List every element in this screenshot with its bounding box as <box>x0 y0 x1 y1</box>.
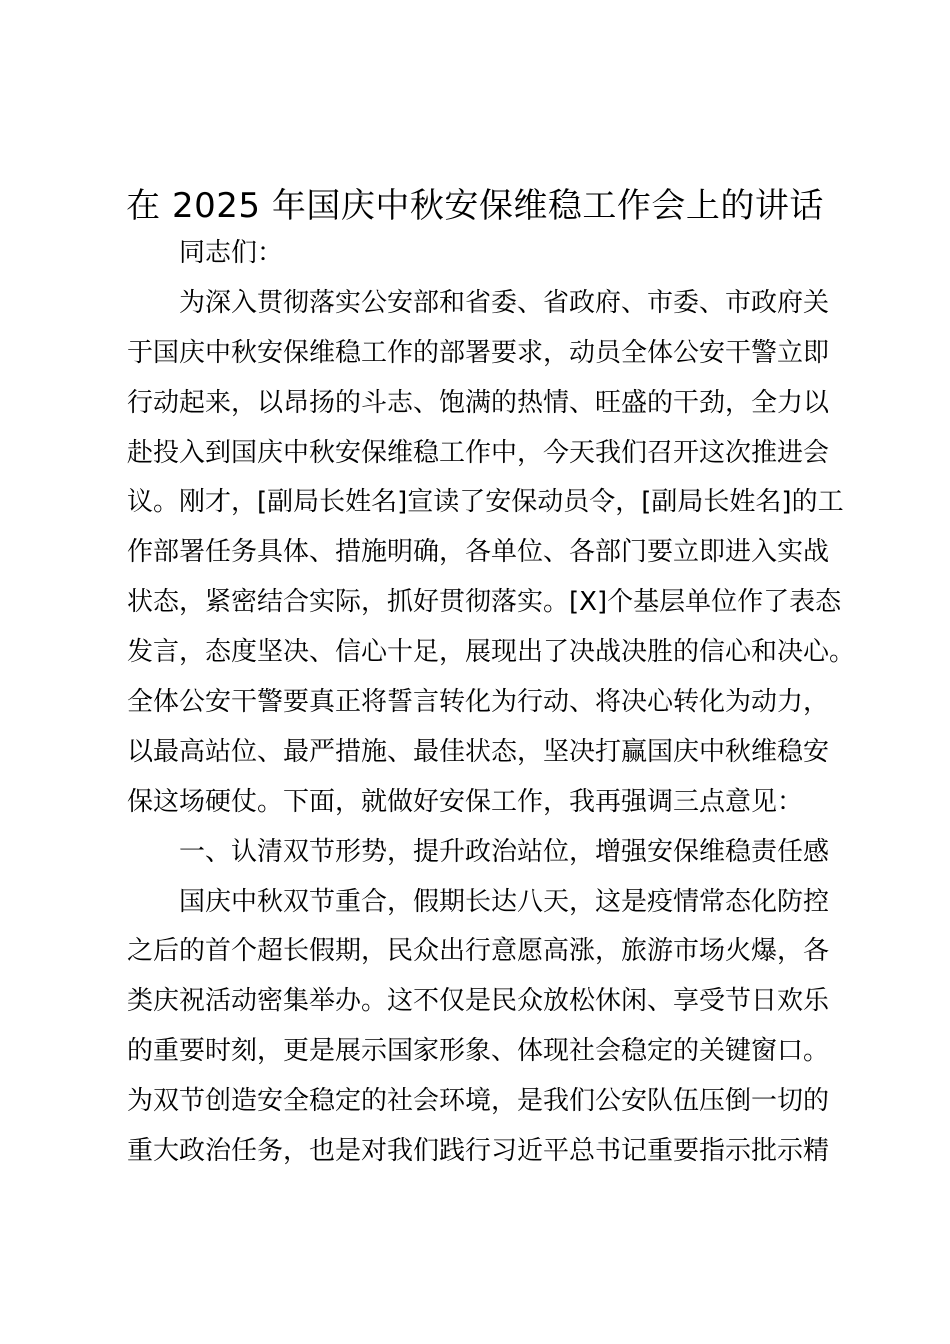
document-body <box>127 229 856 1177</box>
paragraph-line: 以最高站位、最严措施、最佳状态，坚决打赢国庆中秋维稳安 <box>127 736 830 767</box>
paragraph-line: 行动起来，以昂扬的斗志、饱满的热情、旺盛的干劲，全力以 <box>127 387 830 418</box>
paragraph-line: 重大政治任务，也是对我们践行习近平总书记重要指示批示精 <box>127 1136 830 1167</box>
paragraph-line: 国庆中秋双节重合，假期长达八天，这是疫情常态化防控 <box>179 886 830 917</box>
paragraph-line: 类庆祝活动密集举办。这不仅是民众放松休闲、享受节日欢乐 <box>127 986 830 1017</box>
document-title: 在 2025 年国庆中秋安保维稳工作会上的讲话 <box>126 186 824 226</box>
paragraph-line: 于国庆中秋安保维稳工作的部署要求，动员全体公安干警立即 <box>127 337 830 368</box>
paragraph-line: 全体公安干警要真正将誓言转化为行动、将决心转化为动力， <box>127 687 830 718</box>
paragraph-line: 状态，紧密结合实际，抓好贯彻落实。[X]个基层单位作了表态 <box>127 587 842 618</box>
paragraph-line: 保这场硬仗。下面，就做好安保工作，我再强调三点意见： <box>127 786 804 817</box>
paragraph-line: 的重要时刻，更是展示国家形象、体现社会稳定的关键窗口。 <box>127 1036 830 1067</box>
paragraph-1 <box>127 279 856 828</box>
paragraph-line: 作部署任务具体、措施明确，各单位、各部门要立即进入实战 <box>127 537 830 568</box>
paragraph-2 <box>127 878 847 1177</box>
paragraph-line: 为深入贯彻落实公安部和省委、省政府、市委、市政府关 <box>179 287 830 318</box>
paragraph-line: 之后的首个超长假期，民众出行意愿高涨，旅游市场火爆，各 <box>127 936 830 967</box>
greeting: 同志们： <box>179 238 284 268</box>
section-heading: 一、认清双节形势，提升政治站位，增强安保维稳责任感 <box>179 836 830 867</box>
paragraph-line: 赴投入到国庆中秋安保维稳工作中，今天我们召开这次推进会 <box>127 437 830 468</box>
paragraph-line: 发言，态度坚决、信心十足，展现出了决战决胜的信心和决心。 <box>127 637 856 668</box>
paragraph-line: 为双节创造安全稳定的社会环境，是我们公安队伍压倒一切的 <box>127 1086 830 1117</box>
paragraph-line: 议。刚才，[副局长姓名]宣读了安保动员令，[副局长姓名]的工 <box>127 487 844 518</box>
